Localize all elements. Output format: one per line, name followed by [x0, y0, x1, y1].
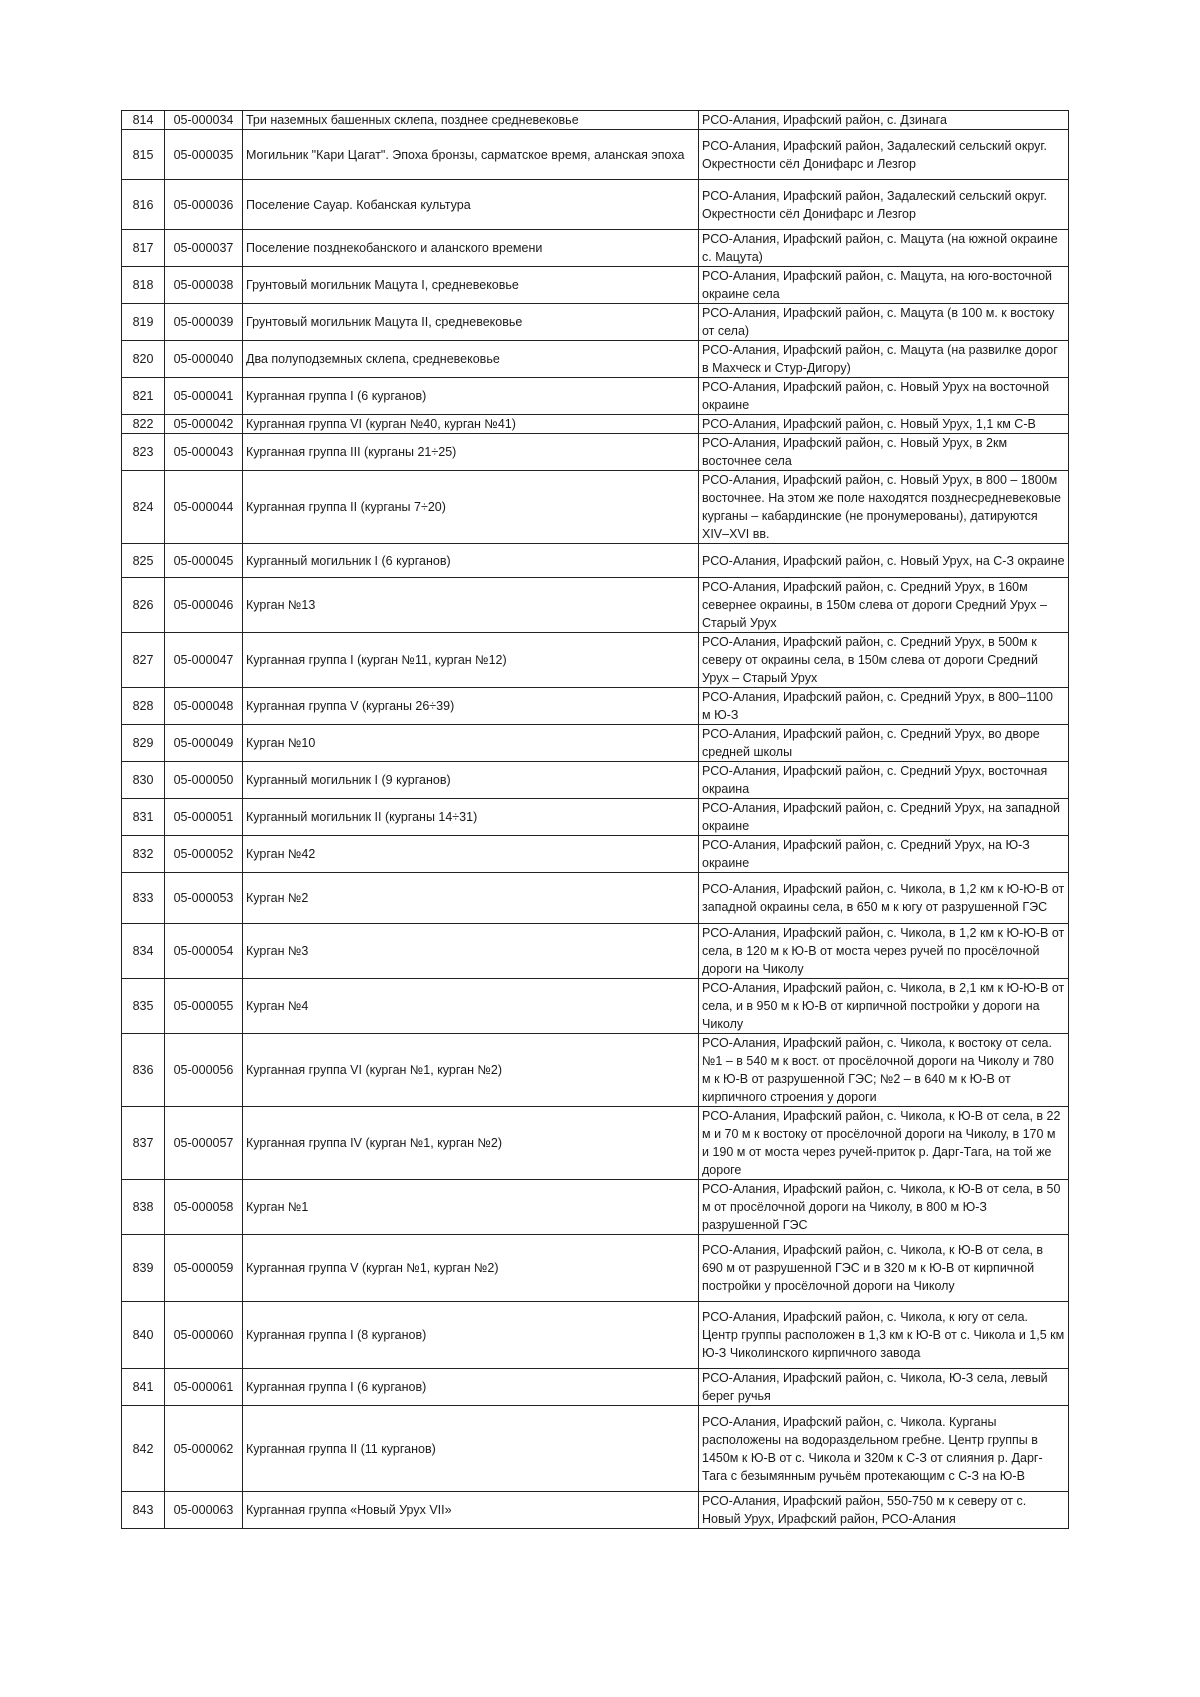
row-number-cell: 816 [122, 180, 165, 230]
table-row [122, 378, 1069, 415]
object-name-cell: Поселение позднекобанского и аланского времени [243, 230, 699, 267]
row-number-cell: 842 [122, 1406, 165, 1492]
table-row [122, 230, 1069, 267]
object-address-cell: РСО-Алания, Ирафский район, с. Чикола, Ю-З села, левый берег ручья [699, 1369, 1069, 1406]
table-row [122, 1406, 1069, 1492]
object-name-cell: Курганная группа II (11 курганов) [243, 1406, 699, 1492]
object-address-cell: РСО-Алания, Ирафский район, с. Новый Урух, в 800 – 1800м восточнее. На этом же поле находятся позднесредневековые курганы – кабардинские (не пронумерованы), датируются XIV–XVI вв. [699, 471, 1069, 544]
object-code-cell: 05-000042 [165, 415, 243, 434]
object-name-cell: Два полуподземных склепа, средневековье [243, 341, 699, 378]
table-row [122, 1302, 1069, 1369]
row-number-cell: 825 [122, 544, 165, 578]
object-code-cell: 05-000036 [165, 180, 243, 230]
object-address-cell: РСО-Алания, Ирафский район, 550-750 м к северу от с. Новый Урух, Ирафский район, РСО-Алания [699, 1492, 1069, 1529]
row-number-cell: 829 [122, 725, 165, 762]
row-number-cell: 822 [122, 415, 165, 434]
row-number-cell: 826 [122, 578, 165, 633]
object-address-cell: РСО-Алания, Ирафский район, с. Дзинага [699, 111, 1069, 130]
object-address-cell: РСО-Алания, Ирафский район, с. Средний Урух, на Ю-З окраине [699, 836, 1069, 873]
object-name-cell: Курганная группа VI (курган №40, курган №41) [243, 415, 699, 434]
row-number-cell: 821 [122, 378, 165, 415]
table-row [122, 762, 1069, 799]
object-address-cell: РСО-Алания, Ирафский район, с. Новый Урух, в 2км восточнее села [699, 434, 1069, 471]
table-row [122, 799, 1069, 836]
object-code-cell: 05-000035 [165, 130, 243, 180]
object-code-cell: 05-000040 [165, 341, 243, 378]
row-number-cell: 843 [122, 1492, 165, 1529]
object-code-cell: 05-000062 [165, 1406, 243, 1492]
object-address-cell: РСО-Алания, Ирафский район, с. Средний Урух, в 500м к северу от окраины села, в 150м слева от дороги Средний Урух – Старый Урух [699, 633, 1069, 688]
row-number-cell: 839 [122, 1235, 165, 1302]
object-code-cell: 05-000037 [165, 230, 243, 267]
object-code-cell: 05-000047 [165, 633, 243, 688]
object-address-cell: РСО-Алания, Ирафский район, с. Чикола, к востоку от села.№1 – в 540 м к вост. от просёлочной дороги на Чиколу и 780 м к Ю-В от разрушенной ГЭС; №2 – в 640 м к Ю-В от кирпичного строения у дороги [699, 1034, 1069, 1107]
table-row [122, 1492, 1069, 1529]
object-code-cell: 05-000060 [165, 1302, 243, 1369]
row-number-cell: 827 [122, 633, 165, 688]
object-address-cell: РСО-Алания, Ирафский район, с. Чикола, в 1,2 км к Ю-Ю-В от села, в 120 м к Ю-В от моста через ручей по просёлочной дороги на Чиколу [699, 924, 1069, 979]
row-number-cell: 835 [122, 979, 165, 1034]
object-name-cell: Могильник "Кари Цагат". Эпоха бронзы, сарматское время, аланская эпоха [243, 130, 699, 180]
table-row [122, 434, 1069, 471]
object-address-cell: РСО-Алания, Ирафский район, Задалеский сельский округ. Окрестности сёл Донифарс и Лезгор [699, 130, 1069, 180]
object-name-cell: Курганная группа V (курганы 26÷39) [243, 688, 699, 725]
table-row [122, 688, 1069, 725]
object-code-cell: 05-000044 [165, 471, 243, 544]
row-number-cell: 838 [122, 1180, 165, 1235]
object-name-cell: Курганный могильник I (6 курганов) [243, 544, 699, 578]
object-name-cell: Курган №13 [243, 578, 699, 633]
object-name-cell: Курган №3 [243, 924, 699, 979]
table-row [122, 1034, 1069, 1107]
object-name-cell: Курганная группа VI (курган №1, курган №2) [243, 1034, 699, 1107]
object-address-cell: РСО-Алания, Ирафский район, с. Чикола, к Ю-В от села, в 22 м и 70 м к востоку от просёлочной дороги на Чиколу, в 170 м и 190 м от моста через ручей-приток р. Дарг-Тага, на той же дороге [699, 1107, 1069, 1180]
table-row [122, 1369, 1069, 1406]
object-code-cell: 05-000050 [165, 762, 243, 799]
row-number-cell: 837 [122, 1107, 165, 1180]
table-row [122, 873, 1069, 924]
object-address-cell: РСО-Алания, Ирафский район, с. Средний Урух, восточная окраина [699, 762, 1069, 799]
table-row [122, 1235, 1069, 1302]
object-address-cell: РСО-Алания, Ирафский район, с. Новый Урух на восточной окраине [699, 378, 1069, 415]
object-name-cell: Курганный могильник I (9 курганов) [243, 762, 699, 799]
row-number-cell: 840 [122, 1302, 165, 1369]
object-address-cell: РСО-Алания, Ирафский район, с. Чикола, к Ю-В от села, в 690 м от разрушенной ГЭС и в 320 м к Ю-В от кирпичной постройки у просёлочной дороги на Чиколу [699, 1235, 1069, 1302]
heritage-registry-table [121, 110, 1069, 1529]
object-name-cell: Курганная группа I (6 курганов) [243, 378, 699, 415]
object-name-cell: Курганная группа I (8 курганов) [243, 1302, 699, 1369]
object-name-cell: Курган №4 [243, 979, 699, 1034]
table-row [122, 415, 1069, 434]
object-code-cell: 05-000043 [165, 434, 243, 471]
object-code-cell: 05-000054 [165, 924, 243, 979]
table-row [122, 341, 1069, 378]
row-number-cell: 818 [122, 267, 165, 304]
object-address-cell: РСО-Алания, Ирафский район, с. Чикола, к Ю-В от села, в 50 м от просёлочной дороги на Чиколу, в 800 м Ю-З разрушенной ГЭС [699, 1180, 1069, 1235]
object-address-cell: РСО-Алания, Ирафский район, с. Средний Урух, во дворе средней школы [699, 725, 1069, 762]
row-number-cell: 819 [122, 304, 165, 341]
object-code-cell: 05-000038 [165, 267, 243, 304]
table-row [122, 267, 1069, 304]
table-body [122, 111, 1069, 1529]
row-number-cell: 817 [122, 230, 165, 267]
object-name-cell: Поселение Сауар. Кобанская культура [243, 180, 699, 230]
table-row [122, 633, 1069, 688]
object-name-cell: Три наземных башенных склепа, позднее средневековье [243, 111, 699, 130]
object-address-cell: РСО-Алания, Ирафский район, с. Новый Урух, 1,1 км С-В [699, 415, 1069, 434]
row-number-cell: 830 [122, 762, 165, 799]
object-address-cell: РСО-Алания, Ирафский район, с. Мацута (в 100 м. к востоку от села) [699, 304, 1069, 341]
object-address-cell: РСО-Алания, Ирафский район, с. Мацута (на южной окраине с. Мацута) [699, 230, 1069, 267]
row-number-cell: 820 [122, 341, 165, 378]
table-row [122, 578, 1069, 633]
object-code-cell: 05-000053 [165, 873, 243, 924]
object-name-cell: Грунтовый могильник Мацута II, средневековье [243, 304, 699, 341]
object-address-cell: РСО-Алания, Ирафский район, с. Чикола, к югу от села. Центр группы расположен в 1,3 км к Ю-В от с. Чикола и 1,5 км Ю-З Чиколинского кирпичного завода [699, 1302, 1069, 1369]
object-name-cell: Курган №2 [243, 873, 699, 924]
object-code-cell: 05-000056 [165, 1034, 243, 1107]
table-row [122, 544, 1069, 578]
row-number-cell: 831 [122, 799, 165, 836]
row-number-cell: 834 [122, 924, 165, 979]
table-row [122, 471, 1069, 544]
row-number-cell: 815 [122, 130, 165, 180]
table-row [122, 180, 1069, 230]
table-row [122, 111, 1069, 130]
object-code-cell: 05-000059 [165, 1235, 243, 1302]
object-address-cell: РСО-Алания, Ирафский район, с. Мацута, на юго-восточной окраине села [699, 267, 1069, 304]
object-code-cell: 05-000034 [165, 111, 243, 130]
object-code-cell: 05-000058 [165, 1180, 243, 1235]
table-row [122, 924, 1069, 979]
object-address-cell: РСО-Алания, Ирафский район, с. Чикола, в 1,2 км к Ю-Ю-В от западной окраины села, в 650 м к югу от разрушенной ГЭС [699, 873, 1069, 924]
object-name-cell: Курганная группа V (курган №1, курган №2) [243, 1235, 699, 1302]
row-number-cell: 836 [122, 1034, 165, 1107]
object-name-cell: Грунтовый могильник Мацута I, средневековье [243, 267, 699, 304]
object-name-cell: Курганная группа I (6 курганов) [243, 1369, 699, 1406]
object-code-cell: 05-000057 [165, 1107, 243, 1180]
row-number-cell: 823 [122, 434, 165, 471]
object-code-cell: 05-000051 [165, 799, 243, 836]
row-number-cell: 841 [122, 1369, 165, 1406]
table-row [122, 1107, 1069, 1180]
object-code-cell: 05-000048 [165, 688, 243, 725]
object-address-cell: РСО-Алания, Ирафский район, с. Средний Урух, в 800–1100 м Ю-З [699, 688, 1069, 725]
table-row [122, 725, 1069, 762]
object-address-cell: РСО-Алания, Ирафский район, с. Чикола, в 2,1 км к Ю-Ю-В от села, и в 950 м к Ю-В от кирпичной постройки у дороги на Чиколу [699, 979, 1069, 1034]
table-row [122, 836, 1069, 873]
object-code-cell: 05-000046 [165, 578, 243, 633]
object-address-cell: РСО-Алания, Ирафский район, с. Новый Урух, на С-З окраине [699, 544, 1069, 578]
object-code-cell: 05-000041 [165, 378, 243, 415]
object-name-cell: Курганная группа «Новый Урух VII» [243, 1492, 699, 1529]
object-code-cell: 05-000063 [165, 1492, 243, 1529]
object-name-cell: Курган №1 [243, 1180, 699, 1235]
object-name-cell: Курган №42 [243, 836, 699, 873]
object-code-cell: 05-000061 [165, 1369, 243, 1406]
table-row [122, 130, 1069, 180]
table-row [122, 979, 1069, 1034]
object-code-cell: 05-000049 [165, 725, 243, 762]
row-number-cell: 832 [122, 836, 165, 873]
object-address-cell: РСО-Алания, Ирафский район, с. Чикола. Курганы расположены на водораздельном гребне. Центр группы в 1450м к Ю-В от с. Чикола и 320м к С-З от слияния р. Дарг-Тага с безымянным ручьём протекающим с С-З на Ю-В [699, 1406, 1069, 1492]
registry-sheet [121, 110, 1068, 1529]
row-number-cell: 828 [122, 688, 165, 725]
row-number-cell: 833 [122, 873, 165, 924]
object-name-cell: Курганная группа I (курган №11, курган №12) [243, 633, 699, 688]
object-code-cell: 05-000055 [165, 979, 243, 1034]
object-address-cell: РСО-Алания, Ирафский район, Задалеский сельский округ. Окрестности сёл Донифарс и Лезгор [699, 180, 1069, 230]
row-number-cell: 824 [122, 471, 165, 544]
object-name-cell: Курган №10 [243, 725, 699, 762]
object-name-cell: Курганная группа IV (курган №1, курган №2) [243, 1107, 699, 1180]
object-address-cell: РСО-Алания, Ирафский район, с. Мацута (на развилке дорог в Махческ и Стур-Дигору) [699, 341, 1069, 378]
object-code-cell: 05-000052 [165, 836, 243, 873]
object-name-cell: Курганная группа III (курганы 21÷25) [243, 434, 699, 471]
row-number-cell: 814 [122, 111, 165, 130]
table-row [122, 1180, 1069, 1235]
object-name-cell: Курганный могильник II (курганы 14÷31) [243, 799, 699, 836]
object-code-cell: 05-000039 [165, 304, 243, 341]
table-row [122, 304, 1069, 341]
object-code-cell: 05-000045 [165, 544, 243, 578]
object-name-cell: Курганная группа II (курганы 7÷20) [243, 471, 699, 544]
object-address-cell: РСО-Алания, Ирафский район, с. Средний Урух, в 160м севернее окраины, в 150м слева от дороги Средний Урух – Старый Урух [699, 578, 1069, 633]
object-address-cell: РСО-Алания, Ирафский район, с. Средний Урух, на западной окраине [699, 799, 1069, 836]
